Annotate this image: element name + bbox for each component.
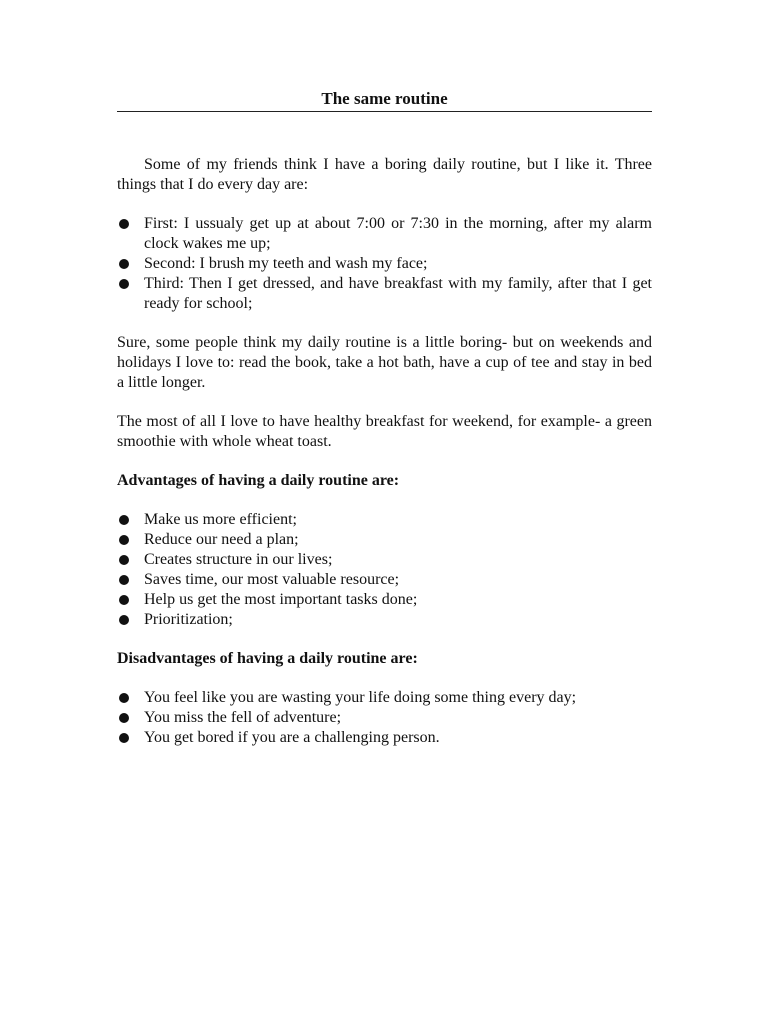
list-item-text: Prioritization;	[144, 611, 233, 628]
advantages-heading: Advantages of having a daily routine are:	[117, 472, 400, 489]
list-item	[117, 708, 652, 728]
list-item-text: Saves time, our most valuable resource;	[144, 571, 400, 588]
document-title: The same routine	[321, 89, 448, 108]
bullet-icon	[119, 279, 129, 289]
list-item	[117, 214, 652, 254]
bullet-icon	[119, 555, 129, 565]
disadvantages-list	[117, 688, 652, 748]
list-item-text: You feel like you are wasting your life doing some thing every day;	[144, 689, 577, 706]
bullet-icon	[119, 713, 129, 723]
bullet-icon	[119, 259, 129, 269]
list-item-text: Reduce our need a plan;	[144, 531, 299, 548]
bullet-icon	[119, 615, 129, 625]
list-item	[117, 510, 652, 530]
list-item	[117, 550, 652, 570]
list-item	[117, 570, 652, 590]
breakfast-paragraph: The most of all I love to have healthy breakfast for weekend, for example- a green smoothie with whole wheat toast.	[117, 413, 652, 450]
bullet-icon	[119, 219, 129, 229]
bullet-icon	[119, 595, 129, 605]
list-item	[117, 688, 652, 708]
list-item-text: Second: I brush my teeth and wash my face;	[144, 255, 428, 272]
bullet-icon	[119, 693, 129, 703]
intro-paragraph: Some of my friends think I have a boring daily routine, but I like it. Three things that I do every day are:	[117, 156, 652, 193]
list-item	[117, 728, 652, 748]
list-item-text: You get bored if you are a challenging person.	[144, 729, 440, 746]
list-item	[117, 254, 652, 274]
list-item-text: Make us more efficient;	[144, 511, 297, 528]
list-item-text: Help us get the most important tasks done;	[144, 591, 418, 608]
list-item	[117, 590, 652, 610]
list-item-text: You miss the fell of adventure;	[144, 709, 342, 726]
weekends-paragraph: Sure, some people think my daily routine is a little boring- but on weekends and holidays I love to: read the book, take a hot bath, have a cup of tee and stay in bed a little longer.	[117, 334, 652, 391]
advantages-list	[117, 510, 652, 630]
bullet-icon	[119, 535, 129, 545]
bullet-icon	[119, 575, 129, 585]
list-item	[117, 530, 652, 550]
bullet-icon	[119, 733, 129, 743]
title-underline	[117, 111, 652, 112]
list-item-text: Third: Then I get dressed, and have breakfast with my family, after that I get ready for school;	[144, 275, 652, 312]
document-page	[117, 88, 652, 748]
list-item	[117, 274, 652, 314]
list-item-text: First: I ussualy get up at about 7:00 or 7:30 in the morning, after my alarm clock wakes me up;	[144, 215, 652, 252]
disadvantages-heading: Disadvantages of having a daily routine are:	[117, 650, 418, 667]
list-item-text: Creates structure in our lives;	[144, 551, 333, 568]
routine-list	[117, 214, 652, 314]
list-item	[117, 610, 652, 630]
bullet-icon	[119, 515, 129, 525]
